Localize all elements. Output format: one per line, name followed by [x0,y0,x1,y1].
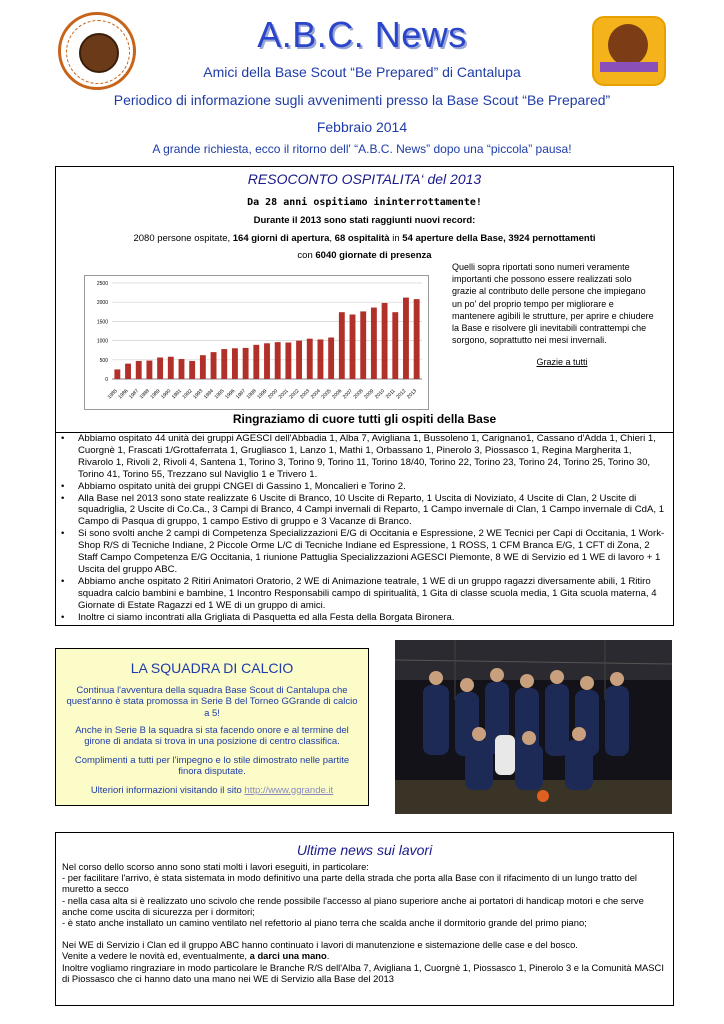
chart-bar [157,357,163,379]
chart-bar [296,341,302,379]
football-paragraph: Continua l'avventura della squadra Base Scout di Cantalupa che quest'anno è stata promossa in Serie B del Torneo GGrande di calcio a 5! [66,685,358,719]
list-item: • Abbiamo ospitato unità dei gruppi CNGEI di Gassino 1, Moncalieri e Torino 2. [78,481,665,493]
x-tick-label: 2002 [288,388,301,401]
works-line: Nei WE di Servizio i Clan ed il gruppo ABC hanno continuato i lavori di manutenzione e sistemazione delle case e del bosco. [62,939,578,951]
y-tick-label: 1000 [96,338,108,345]
x-tick-label: 1996 [224,388,237,401]
chart-bar [253,345,259,379]
newsletter-title: A.B.C. News [257,14,467,55]
x-tick-label: 1999 [256,388,269,401]
works-body [62,861,664,984]
x-tick-label: 2013 [405,388,419,401]
list-item: • Abbiamo ospitato 44 unità dei gruppi AGESCI dell'Abbadia 1, Alba 7, Avigliana 1, Bussoleno 1, Carignano1, Cassano d'Adda 1, Chieri 1, Cuorgnè 1, Frascati 1/Grottaferrata 1, Grugliasco 1, Lanzo 1, Mathi 1, Orbassano 1, Pinerolo 3, Piossasco 1, Regina Margherita 1, Rivarolo 1, Rivoli 2, Rivoli 4, Santena 1, Torino 3, Torino 9, Torino 11, Torino 18/40, Torino 22, Torino 23, Torino 24, Torino 25, Torino 30, Torino 41, Torino 55, Trezzano sul Naviglio 1 e Trivero 1. [78,433,665,481]
chart-bar [285,343,291,379]
x-tick-label: 1987 [128,388,141,401]
x-tick-label: 2001 [277,388,290,401]
y-tick-label: 1500 [96,319,108,326]
chart-bar [146,361,152,379]
chart-bar [403,298,409,379]
works-line: - per facilitare l'arrivo, è stata sistemata in modo definitivo una parte della strada che porta alla Base con il rifacimento di un lungo tratto del muretto a secco [62,872,638,895]
chart-bar [318,339,324,379]
x-tick-label: 1988 [138,388,151,401]
chart-bar [232,348,238,379]
ggrande-link[interactable]: http://www.ggrande.it [244,785,334,796]
x-tick-label: 2009 [363,388,376,401]
list-item: • Abbiamo anche ospitato 2 Ritiri Animatori Oratorio, 2 WE di Animazione teatrale, 1 WE di un gruppo ragazzi diversamente abili, 1 Ritiro squadra calcio bambini e bambine, 1 Incontro Responsabili campo di spiritualità, 1 Gita di classe scuola media, 1 Gita scuola materna, 4 Giornate di Estate Ragazzi ed 1 WE di un gruppo di amici. [78,576,665,612]
works-title: Ultime news sui lavori [296,842,433,858]
list-item: • Si sono svolti anche 2 campi di Competenza Specializzazioni E/G di Occitania e Espressione, 2 WE Tecnici per Capi di Occitania, 1 Work-Shop R/S di Tecniche Indiane, 2 Piccole Orme L/C di Tecniche Indiane ed Espressione, 1 ROSS, 1 CFM Branca E/G, 1 CFT di Zona, 2 Staff Campo Competenza E/G Occitania, 1 riunione Pattuglia Specializzazioni AGESCI Piemonte, 8 WE di Servizio ed 1 WE di lavoro + 1 Uscita del gruppo ABC. [78,528,665,576]
activities-list-box [55,432,674,626]
football-paragraph: Complimenti a tutti per l'impegno e lo stile dimostrato nelle partite finora disputate. [74,755,350,778]
list-item: • Inoltre ci siamo incontrati alla Grigliata di Pasquetta ed alla Festa della Borgata Bironera. [78,612,665,624]
x-tick-label: 2012 [395,388,408,401]
chart-bar [371,308,377,379]
x-tick-label: 1998 [245,388,258,401]
works-line: Inoltre vogliamo ringraziare in modo particolare le Branche R/S dell'Alba 7, Avigliana 1, Cuorgnè 1, Piossasco 1, Pinerolo 3 e la Comunità MASCI di Piossasco che ci hanno dato una mano nei WE di Servizio alla Base del 2013 [62,961,664,984]
x-tick-label: 2004 [309,388,322,401]
x-tick-label: 1989 [149,388,162,401]
chart-bar [382,303,388,379]
chart-bar [328,338,334,379]
chart-bar [200,355,206,379]
y-tick-label: 500 [99,357,108,364]
report-title: RESOCONTO OSPITALITA‘ del 2013 [247,171,482,187]
intro-line: A grande richiesta, ecco il ritorno dell' “A.B.C. News” dopo una “piccola” pausa! [152,142,572,156]
team-photo [395,640,672,814]
report-presence-line: con 6040 giornate di presenza [297,250,432,261]
x-tick-label: 1992 [181,388,194,401]
football-title: LA SQUADRA DI CALCIO [130,660,294,676]
chart-bar [179,359,185,379]
chart-bar [275,342,281,379]
x-tick-label: 2007 [341,388,354,401]
y-tick-label: 2500 [96,281,108,287]
x-tick-label: 2003 [299,388,312,401]
x-tick-label: 2005 [320,388,333,401]
chart-bar [221,349,227,379]
works-line: - è stato anche installato un camino ventilato nel refettorio al piano terra che scalda anche il dormitorio grande del primo piano; [62,917,587,929]
guests-thanks-heading: Ringraziamo di cuore tutti gli ospiti della Base [232,412,497,426]
chart-bar [125,364,131,379]
x-tick-label: 1994 [202,388,215,401]
x-tick-label: 1991 [170,388,183,401]
issue-date: Febbraio 2014 [316,119,408,135]
x-tick-label: 1997 [234,388,248,401]
report-headline: Da 28 anni ospitiamo ininterrottamente! [247,197,482,208]
works-news-box [55,832,674,1006]
football-team-box [55,648,369,806]
volunteers-note: Quelli sopra riportati sono numeri veramente importanti che possono essere realizzati solo grazie al contributo delle persone che impiegano un po' del proprio tempo per migliorare e mantenere agibili le strutture, per aprire e chiudere la Base e risolvere gli inevitabili contrattempi che sorgono, soprattutto nei mesi invernali. [452,262,654,346]
chart-bar [211,352,217,379]
x-tick-label: 2010 [373,388,387,401]
x-tick-label: 1990 [160,388,173,401]
subtitle-description: Periodico di informazione sugli avvenimenti presso la Base Scout “Be Prepared” [113,92,611,108]
subtitle-organization: Amici della Base Scout “Be Prepared” di Cantalupa [203,64,521,80]
works-line: - nella casa alta si è realizzato uno scivolo che rende possibile l'accesso al piano superiore anche ai portatori di handicap motori e che serve anche come uscita di sicurezza per i dormitori; [62,894,644,917]
y-tick-label: 0 [105,377,108,383]
x-tick-label: 1985 [106,388,119,401]
guests-per-year-chart [84,275,429,410]
hospitality-report-box [55,166,674,433]
football-more-info: Ulteriori informazioni visitando il sito http://www.ggrande.it [90,785,334,796]
x-tick-label: 2006 [331,388,344,401]
x-tick-label: 2011 [384,388,397,401]
x-tick-label: 1995 [213,388,226,401]
works-line: Nel corso dello scorso anno sono stati molti i lavori eseguiti, in particolare: [62,861,369,872]
chart-bar [136,361,142,379]
chart-bar [414,299,420,379]
football-paragraph: Anche in Serie B la squadra si sta facendo onore e al termine del girone di andata si trova in una posizione di centro classifica. [75,725,349,748]
x-tick-label: 1993 [192,388,205,401]
chart-bar [114,369,120,379]
chart-bar [360,311,366,379]
report-stats-line: 2080 persone ospitate, 164 giorni di apertura, 68 ospitalità in 54 aperture della Base, 3924 pernottamenti [133,233,596,244]
chart-bar [350,314,356,379]
list-item: • Alla Base nel 2013 sono state realizzate 6 Uscite di Branco, 10 Uscite di Reparto, 1 Uscita di Noviziato, 4 Uscite di Clan, 2 Uscite di squadriglia, 2 Uscite di Co.Ca., 3 Campi di Branco, 4 Campi invernali di Reparto, 1 Campo invernale di Clan, 1 Campo invernale di CdA, 1 Campo di Pasqua di gruppo, 1 campo Estivo di gruppo e 3 Vacanze di Branco. [78,493,665,529]
chart-bar [264,343,270,379]
chart-bar [392,312,398,379]
x-tick-label: 2008 [352,388,365,401]
chart-bar [168,357,174,379]
works-spacer [62,928,664,939]
chart-bar [339,312,345,379]
works-line: Venite a vedere le novità ed, eventualmente, a darci una mano. [62,950,330,962]
chart-bar [307,339,313,379]
thanks-line: Grazie a tutti [536,357,588,367]
report-records-intro: Durante il 2013 sono stati raggiunti nuovi record: [253,215,476,226]
x-tick-label: 2000 [266,388,280,401]
chart-bar [189,361,195,379]
y-tick-label: 2000 [96,300,108,307]
activities-list [56,433,673,624]
x-tick-label: 1986 [117,388,130,401]
chart-bar [243,348,249,379]
